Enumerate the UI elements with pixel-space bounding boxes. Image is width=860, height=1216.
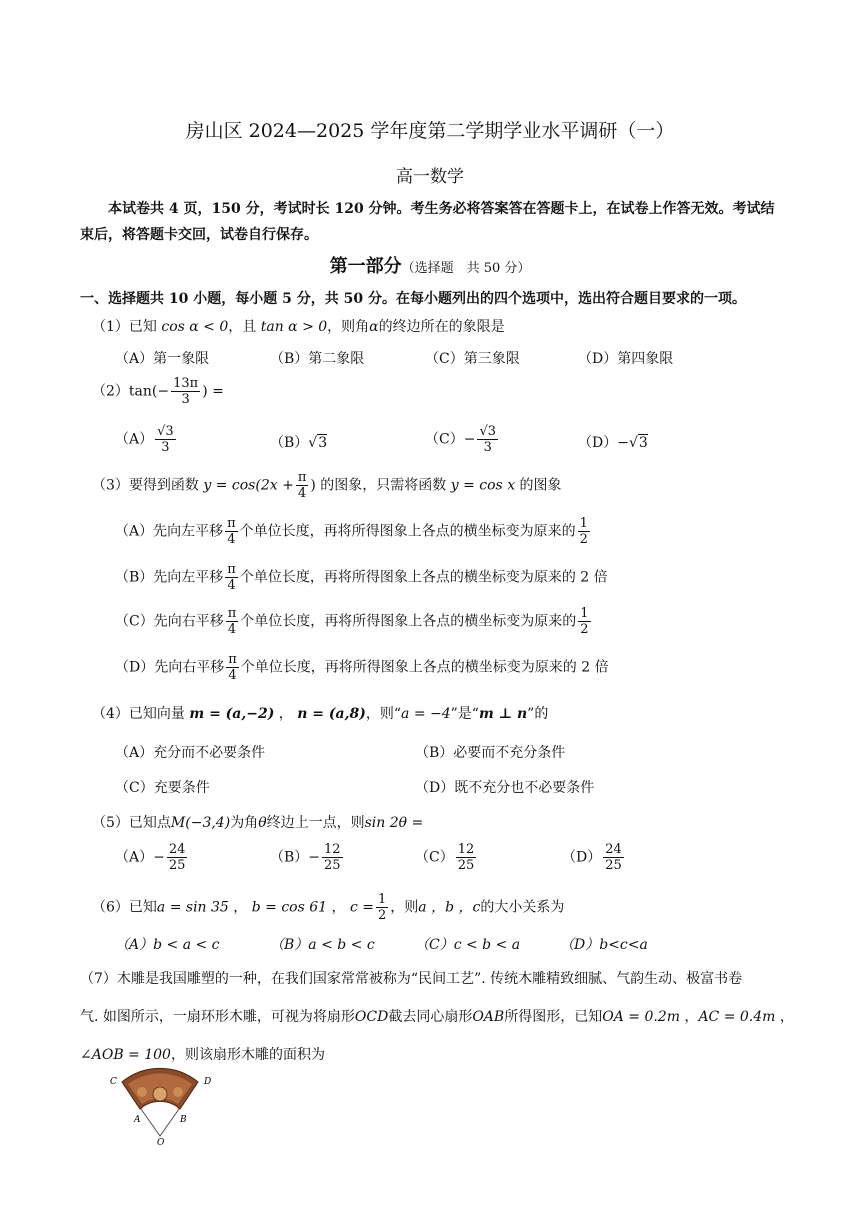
q4-vector-m: m = (a,−2)	[189, 706, 275, 722]
q3-option-a	[115, 516, 592, 547]
q2-c-label: （C）	[425, 431, 464, 448]
q1-option-c: （C）第三象限	[425, 351, 520, 367]
q3-b-pi-fraction	[225, 562, 238, 593]
q5-b-denominator: 25	[324, 858, 341, 873]
q6-option-a: （A）b < a < c	[115, 937, 220, 953]
q2-c-numerator: √3	[479, 424, 497, 439]
q1-option-d: （D）第四象限	[578, 351, 674, 367]
question-5-stem	[92, 812, 423, 832]
q1-text-c: 的终边所在的象限是	[378, 319, 505, 335]
q2-a-numerator: √3	[157, 424, 174, 439]
q5-a-denominator: 25	[168, 858, 186, 873]
q3-f-numerator: π	[297, 470, 307, 485]
q4-condition: a = −4	[401, 706, 451, 722]
q5-a-numerator: 24	[168, 842, 186, 857]
q3-d-text-a: （D）先向右平移	[115, 659, 225, 676]
q5-c-fraction	[456, 842, 477, 873]
q3-d-pi: π	[228, 652, 237, 667]
q3-c-pi: π	[227, 606, 237, 621]
q5-option-b	[270, 842, 345, 873]
q3-a-two: 2	[579, 532, 588, 547]
carving-ornament-right	[173, 1087, 183, 1097]
q3-option-c	[115, 606, 593, 637]
q6-option-d: （D）b<c<a	[560, 937, 648, 953]
q4-option-d: （D）既不充分也不必要条件	[415, 780, 595, 796]
question-4-stem: （4）已知向量 m = (a,−2) ， n = (a,8)，则“a = −4”是“m ⊥ n”的	[92, 706, 549, 722]
q5-d-fraction	[603, 842, 624, 873]
q1-option-b: （B）第二象限	[270, 351, 365, 367]
q2-c-sign: −	[463, 431, 476, 448]
carving-ornament-center	[153, 1087, 167, 1101]
q6-text-a: （6）已知	[92, 899, 157, 916]
q2-a-denominator: 3	[161, 440, 170, 455]
label-o: O	[157, 1138, 165, 1146]
q5-text-b: 为角	[230, 815, 259, 831]
q5-theta: θ	[258, 815, 267, 831]
q7-line2-a: 气. 如图所示，一扇环形木雕，可视为将扇形	[80, 1009, 355, 1025]
q5-expression: sin 2θ =	[364, 815, 424, 831]
q5-d-label: （D）	[562, 849, 602, 866]
q3-b-four: 4	[227, 578, 236, 593]
q3-c-four: 4	[227, 622, 237, 637]
q2-c-fraction	[477, 424, 498, 455]
q3-a-four: 4	[227, 532, 236, 547]
q2-a-label: （A）	[115, 431, 154, 448]
q3-c-one: 1	[580, 606, 589, 621]
label-d: D	[204, 1077, 212, 1087]
q5-d-denominator: 25	[605, 858, 622, 873]
q3-d-text-b: 个单位长度，再将所得图象上各点的横坐标变为原来的 2 倍	[240, 659, 609, 676]
exam-notice: 本试卷共 4 页，150 分，考试时长 120 分钟。考生务必将答案答在答题卡上，在试卷上作答无效。考试结束后，将答题卡交回，试卷自行保存。	[80, 201, 775, 243]
q4-text-end: ”的	[527, 706, 549, 722]
q5-c-numerator: 12	[457, 842, 475, 857]
q2-b-label: （B）	[270, 435, 309, 451]
label-b: B	[180, 1115, 187, 1125]
q4-vector-n: n = (a,8)	[297, 706, 366, 722]
q1-text-a: （1）已知	[92, 319, 157, 335]
q3-option-d	[115, 652, 609, 683]
q2-option-d: （D）−√3	[578, 435, 648, 451]
q3-d-four: 4	[228, 668, 237, 683]
q3-function-end: )	[310, 477, 316, 494]
q6-variables: a ，b ，c	[418, 899, 481, 916]
q6-text-b: ，则	[390, 899, 419, 916]
q5-b-fraction	[322, 842, 343, 873]
q3-c-half	[578, 606, 590, 637]
label-c: C	[110, 1077, 117, 1087]
q2-option-b: （B）√3	[270, 435, 328, 451]
q6-option-c: （C）c < b < a	[415, 937, 521, 953]
q6-c-denominator: 2	[378, 908, 387, 923]
q1-text-mid: ，且	[228, 319, 257, 335]
q3-option-b	[115, 562, 608, 593]
carving-ornament-left	[137, 1087, 147, 1097]
q7-line3-b: ，则该扇形木雕的面积为	[170, 1047, 325, 1063]
q2-a-fraction	[155, 424, 176, 455]
q2-pre: tan(−	[128, 383, 170, 400]
q3-a-pi: π	[227, 516, 236, 531]
q7-angle: ∠AOB = 100	[80, 1047, 171, 1063]
q3-function-fraction	[296, 470, 309, 501]
q3-c-text-a: （C）先向右平移	[115, 613, 224, 630]
q2-number: （2）	[92, 383, 129, 400]
q5-option-a	[115, 842, 189, 873]
part-note: （选择题 共 50 分）	[401, 261, 531, 276]
q6-c-fraction	[376, 892, 388, 923]
q3-f-denominator: 4	[297, 486, 307, 501]
q5-text-c: 终边上一点，则	[266, 815, 365, 831]
q3-function: y = cos(2x +	[203, 477, 294, 494]
q5-d-numerator: 24	[605, 842, 622, 857]
question-3-stem	[92, 470, 562, 501]
q3-d-pi-fraction	[226, 652, 239, 683]
q4-text-mid2: ”是“	[450, 706, 479, 722]
q3-b-text-b: 个单位长度，再将所得图象上各点的横坐标变为原来的 2 倍	[239, 569, 608, 586]
q4-text: （4）已知向量	[92, 706, 185, 722]
question-2-stem	[92, 376, 224, 407]
q1-text-b: ，则角	[327, 319, 370, 335]
q4-option-b: （B）必要而不充分条件	[415, 745, 566, 761]
q3-c-pi-fraction	[226, 606, 239, 637]
q2-denominator: 3	[181, 392, 190, 407]
q1-option-a: （A）第一象限	[115, 351, 210, 367]
question-6-stem: （6）已知a = sin 35 ， b = cos 61 ， c = $\frac{1}{2}$ ，则a ，b ，c的大小关系为	[92, 892, 565, 923]
q2-option-a	[115, 424, 178, 455]
q6-b: b = cos 61	[251, 899, 328, 916]
q1-alpha: α	[369, 319, 379, 335]
q7-line-2: 气. 如图所示，一扇环形木雕，可视为将扇形OCD截去同心扇形OAB所得图形，已知OA = 0.2m ，AC = 0.4m ，	[80, 1009, 794, 1025]
q3-b-text-a: （B）先向左平移	[115, 569, 224, 586]
fan-carving-figure	[104, 1066, 224, 1146]
q2-option-c	[425, 424, 500, 455]
q4-text-mid: ，则“	[365, 706, 402, 722]
q3-b-pi: π	[227, 562, 236, 577]
exam-title: 房山区 2024—2025 学年度第二学期学业水平调研（一）	[185, 120, 675, 142]
q3-text-b: 的图象，只需将函数	[320, 477, 447, 494]
question-7-stem	[80, 960, 794, 1074]
q7-oa: OA = 0.2m	[602, 1009, 680, 1025]
q6-c-prefix: c =	[349, 899, 374, 916]
q3-a-text-b: 个单位长度，再将所得图象上各点的横坐标变为原来的	[239, 523, 576, 540]
section-instructions: 一、选择题共 10 小题，每小题 5 分，共 50 分。在每小题列出的四个选项中，选出符合题目要求的一项。	[80, 291, 746, 307]
q7-line2-c: 所得图形，已知	[504, 1009, 603, 1025]
q2-c-denominator: 3	[483, 440, 492, 455]
q3-text-a: （3）要得到函数	[92, 477, 199, 494]
q5-text-a: （5）已知点	[92, 815, 171, 831]
q2-d-label: （D）	[578, 435, 618, 451]
q3-c-text-b: 个单位长度，再将所得图象上各点的横坐标变为原来的	[240, 613, 577, 630]
q5-c-denominator: 25	[457, 858, 475, 873]
q5-a-fraction	[167, 842, 188, 873]
q5-option-c	[415, 842, 478, 873]
q4-option-a: （A）充分而不必要条件	[115, 745, 266, 761]
q2-post: ) =	[202, 383, 224, 400]
q6-c-numerator: 1	[378, 892, 387, 907]
q3-a-pi-fraction	[225, 516, 238, 547]
q5-b-numerator: 12	[324, 842, 341, 857]
q5-c-label: （C）	[415, 849, 454, 866]
q3-function-2: y = cos x	[450, 477, 516, 494]
q1-cond2: tan α > 0	[260, 319, 328, 335]
q6-option-b: （B）a < b < c	[270, 937, 375, 953]
q7-ac: AC = 0.4m	[698, 1009, 776, 1025]
exam-subject: 高一数学	[396, 167, 464, 187]
q5-b-label: （B）	[270, 849, 309, 866]
q6-a: a = sin 35	[156, 899, 229, 916]
q5-a-label: （A）	[115, 849, 154, 866]
part-title: 第一部分	[329, 256, 402, 277]
q5-option-d	[562, 842, 626, 873]
label-a: A	[134, 1115, 141, 1125]
q3-text-c: 的图象	[519, 477, 562, 494]
question-1-stem	[92, 316, 505, 336]
q4-option-c: （C）充要条件	[115, 780, 210, 796]
q6-text-c: 的大小关系为	[480, 899, 565, 916]
q3-a-half	[578, 516, 590, 547]
q7-sector-oab: OAB	[472, 1009, 505, 1025]
q4-perpendicular: m ⊥ n	[478, 706, 528, 722]
q5-b-sign: −	[308, 849, 321, 866]
q3-a-text-a: （A）先向左平移	[115, 523, 224, 540]
q7-sector-ocd: OCD	[354, 1009, 389, 1025]
q5-a-sign: −	[153, 849, 165, 866]
q7-line-1: （7）木雕是我国雕塑的一种，在我们国家常常被称为“民间工艺”. 传统木雕精致细腻、气韵生动、极富书卷	[80, 971, 743, 987]
q1-cond1: cos α < 0	[161, 319, 229, 335]
q7-line2-b: 截去同心扇形	[388, 1009, 473, 1025]
q3-c-two: 2	[580, 622, 589, 637]
q2-fraction	[171, 376, 200, 407]
q3-a-one: 1	[579, 516, 588, 531]
q5-point: M(−3,4)	[170, 815, 231, 831]
q2-numerator: 13π	[173, 376, 199, 391]
q2-d-sign: −	[617, 435, 629, 451]
q2-d-value: 3	[638, 435, 648, 451]
q2-b-value: 3	[318, 435, 328, 451]
part-heading	[0, 252, 860, 278]
